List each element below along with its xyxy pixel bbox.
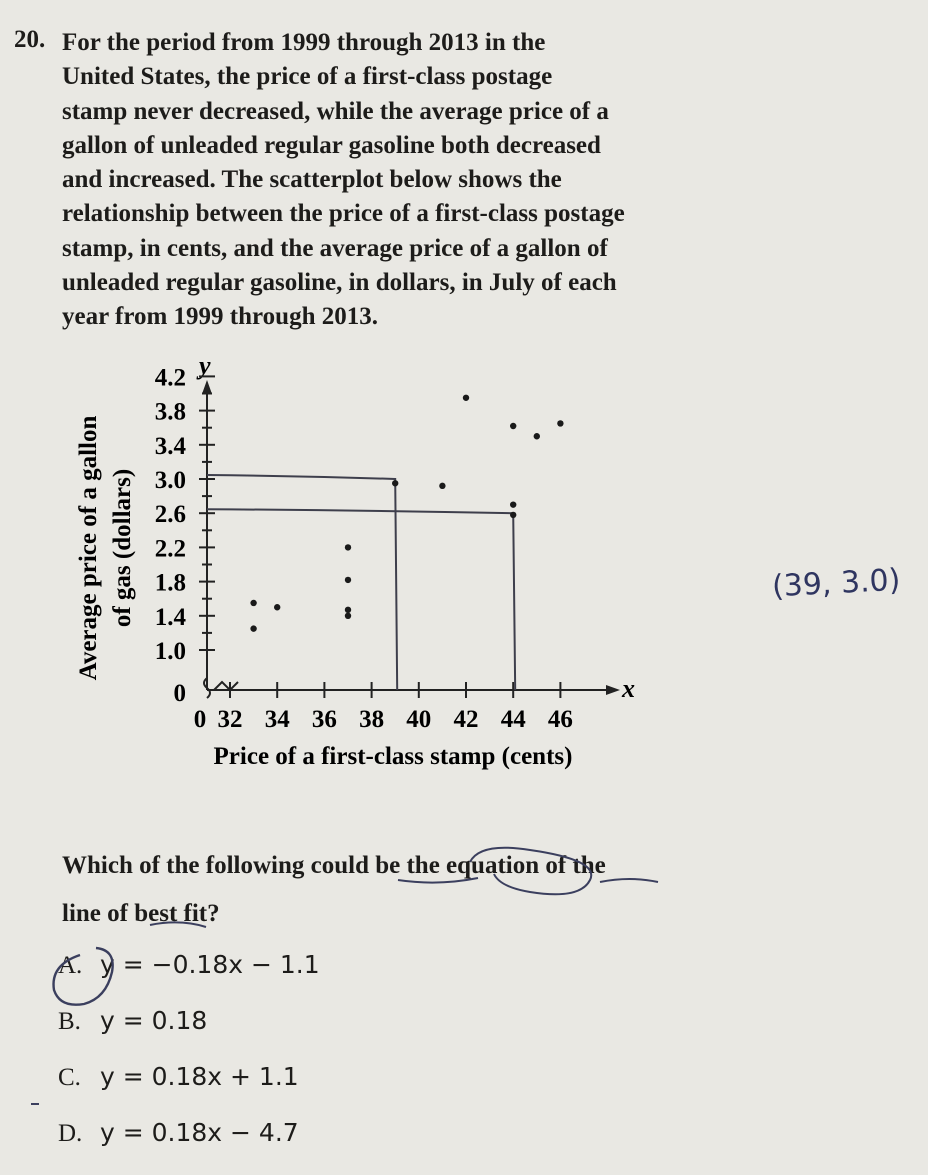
x-tick-label: 36 [311, 706, 337, 733]
y-tick-label: 2.2 [154, 535, 186, 563]
choice-a[interactable] [58, 950, 320, 980]
choice-equation: y = −0.18x − 1.1 [100, 950, 320, 979]
y-tick-label: 2.6 [154, 501, 186, 529]
y-tick-label: 3.8 [154, 398, 186, 426]
x-tick-label: 32 [217, 706, 243, 733]
x-axis-letter: x [622, 674, 635, 703]
data-point [250, 600, 256, 606]
prompt-line: Which of the following could be the equation of the [62, 852, 606, 879]
question-number: 20. [14, 26, 46, 53]
stem-line: gallon of unleaded regular gasoline both decreased [62, 131, 601, 159]
data-point [345, 613, 351, 619]
x-tick-label: 34 [264, 706, 290, 733]
y-tick-label: 3.0 [154, 467, 186, 494]
y-tick-label: 3.4 [154, 432, 186, 460]
handwritten-note: (39, 3.0) [771, 562, 902, 605]
data-point [345, 577, 351, 583]
guide-line [207, 475, 397, 690]
stem-line: For the period from 1999 through 2013 in the [62, 29, 546, 56]
choice-equation: y = 0.18x − 4.7 [100, 1118, 299, 1147]
prompt-line: line of best fit? [62, 900, 220, 927]
data-point [439, 483, 445, 489]
data-point [345, 607, 351, 613]
stem-line: stamp, in cents, and the average price of a gallon of [62, 234, 608, 262]
data-point [345, 544, 351, 550]
choice-c[interactable] [58, 1062, 299, 1092]
choice-equation: y = 0.18x + 1.1 [100, 1062, 299, 1091]
data-point [510, 501, 516, 507]
y-tick-label: 1.8 [154, 569, 186, 597]
stem-line: unleaded regular gasoline, in dollars, in July of each [62, 269, 617, 297]
data-point [510, 423, 516, 429]
y-tick-label: 0 [173, 680, 186, 707]
data-point [392, 480, 398, 486]
guide-line [207, 509, 515, 690]
choice-label: D. [58, 1120, 83, 1147]
stem-line: year from 1999 through 2013. [62, 303, 378, 331]
data-point [510, 512, 516, 518]
stem-line: United States, the price of a first-class postage [62, 63, 553, 91]
y-tick-label: 4.2 [154, 364, 186, 392]
y-tick-label: 1.4 [154, 603, 186, 631]
question-stem [62, 26, 662, 335]
stem-line: relationship between the price of a first-class postage [62, 200, 625, 228]
axis-ticks [199, 376, 560, 698]
choice-equation: y = 0.18 [100, 1006, 208, 1035]
x-tick-label: 38 [359, 706, 385, 733]
y-axis-title-line2: of gas (dollars) [109, 468, 136, 628]
choice-d[interactable] [58, 1118, 299, 1148]
x-tick-label: 40 [406, 706, 432, 733]
stem-line: and increased. The scatterplot below shows the [62, 166, 562, 194]
data-points [250, 395, 563, 632]
choice-label: C. [58, 1064, 81, 1091]
y-axis-arrow [202, 380, 212, 394]
x-tick-label: 46 [547, 706, 573, 733]
data-point [557, 420, 563, 426]
y-tick-label: 1.0 [154, 638, 186, 665]
handdrawn-guides [207, 475, 515, 690]
choice-b[interactable] [58, 1006, 207, 1036]
x-tick-label: 0 [193, 706, 207, 733]
x-axis-break [214, 682, 238, 690]
data-point [250, 625, 256, 631]
y-axis-title-line1: Average price of a gallon [75, 415, 102, 681]
stem-line: stamp never decreased, while the average price of a [62, 97, 609, 125]
data-point [463, 395, 469, 401]
x-axis-arrow [606, 685, 620, 695]
data-point [274, 604, 280, 610]
y-axis-letter: y [199, 351, 211, 380]
choice-label: A. [58, 952, 83, 979]
x-tick-label: 42 [453, 706, 479, 733]
data-point [534, 433, 540, 439]
x-tick-label: 44 [500, 706, 526, 733]
x-axis-title: Price of a first-class stamp (cents) [213, 743, 573, 770]
scatterplot [0, 340, 928, 780]
question-prompt [62, 842, 722, 938]
choice-label: B. [58, 1008, 81, 1035]
